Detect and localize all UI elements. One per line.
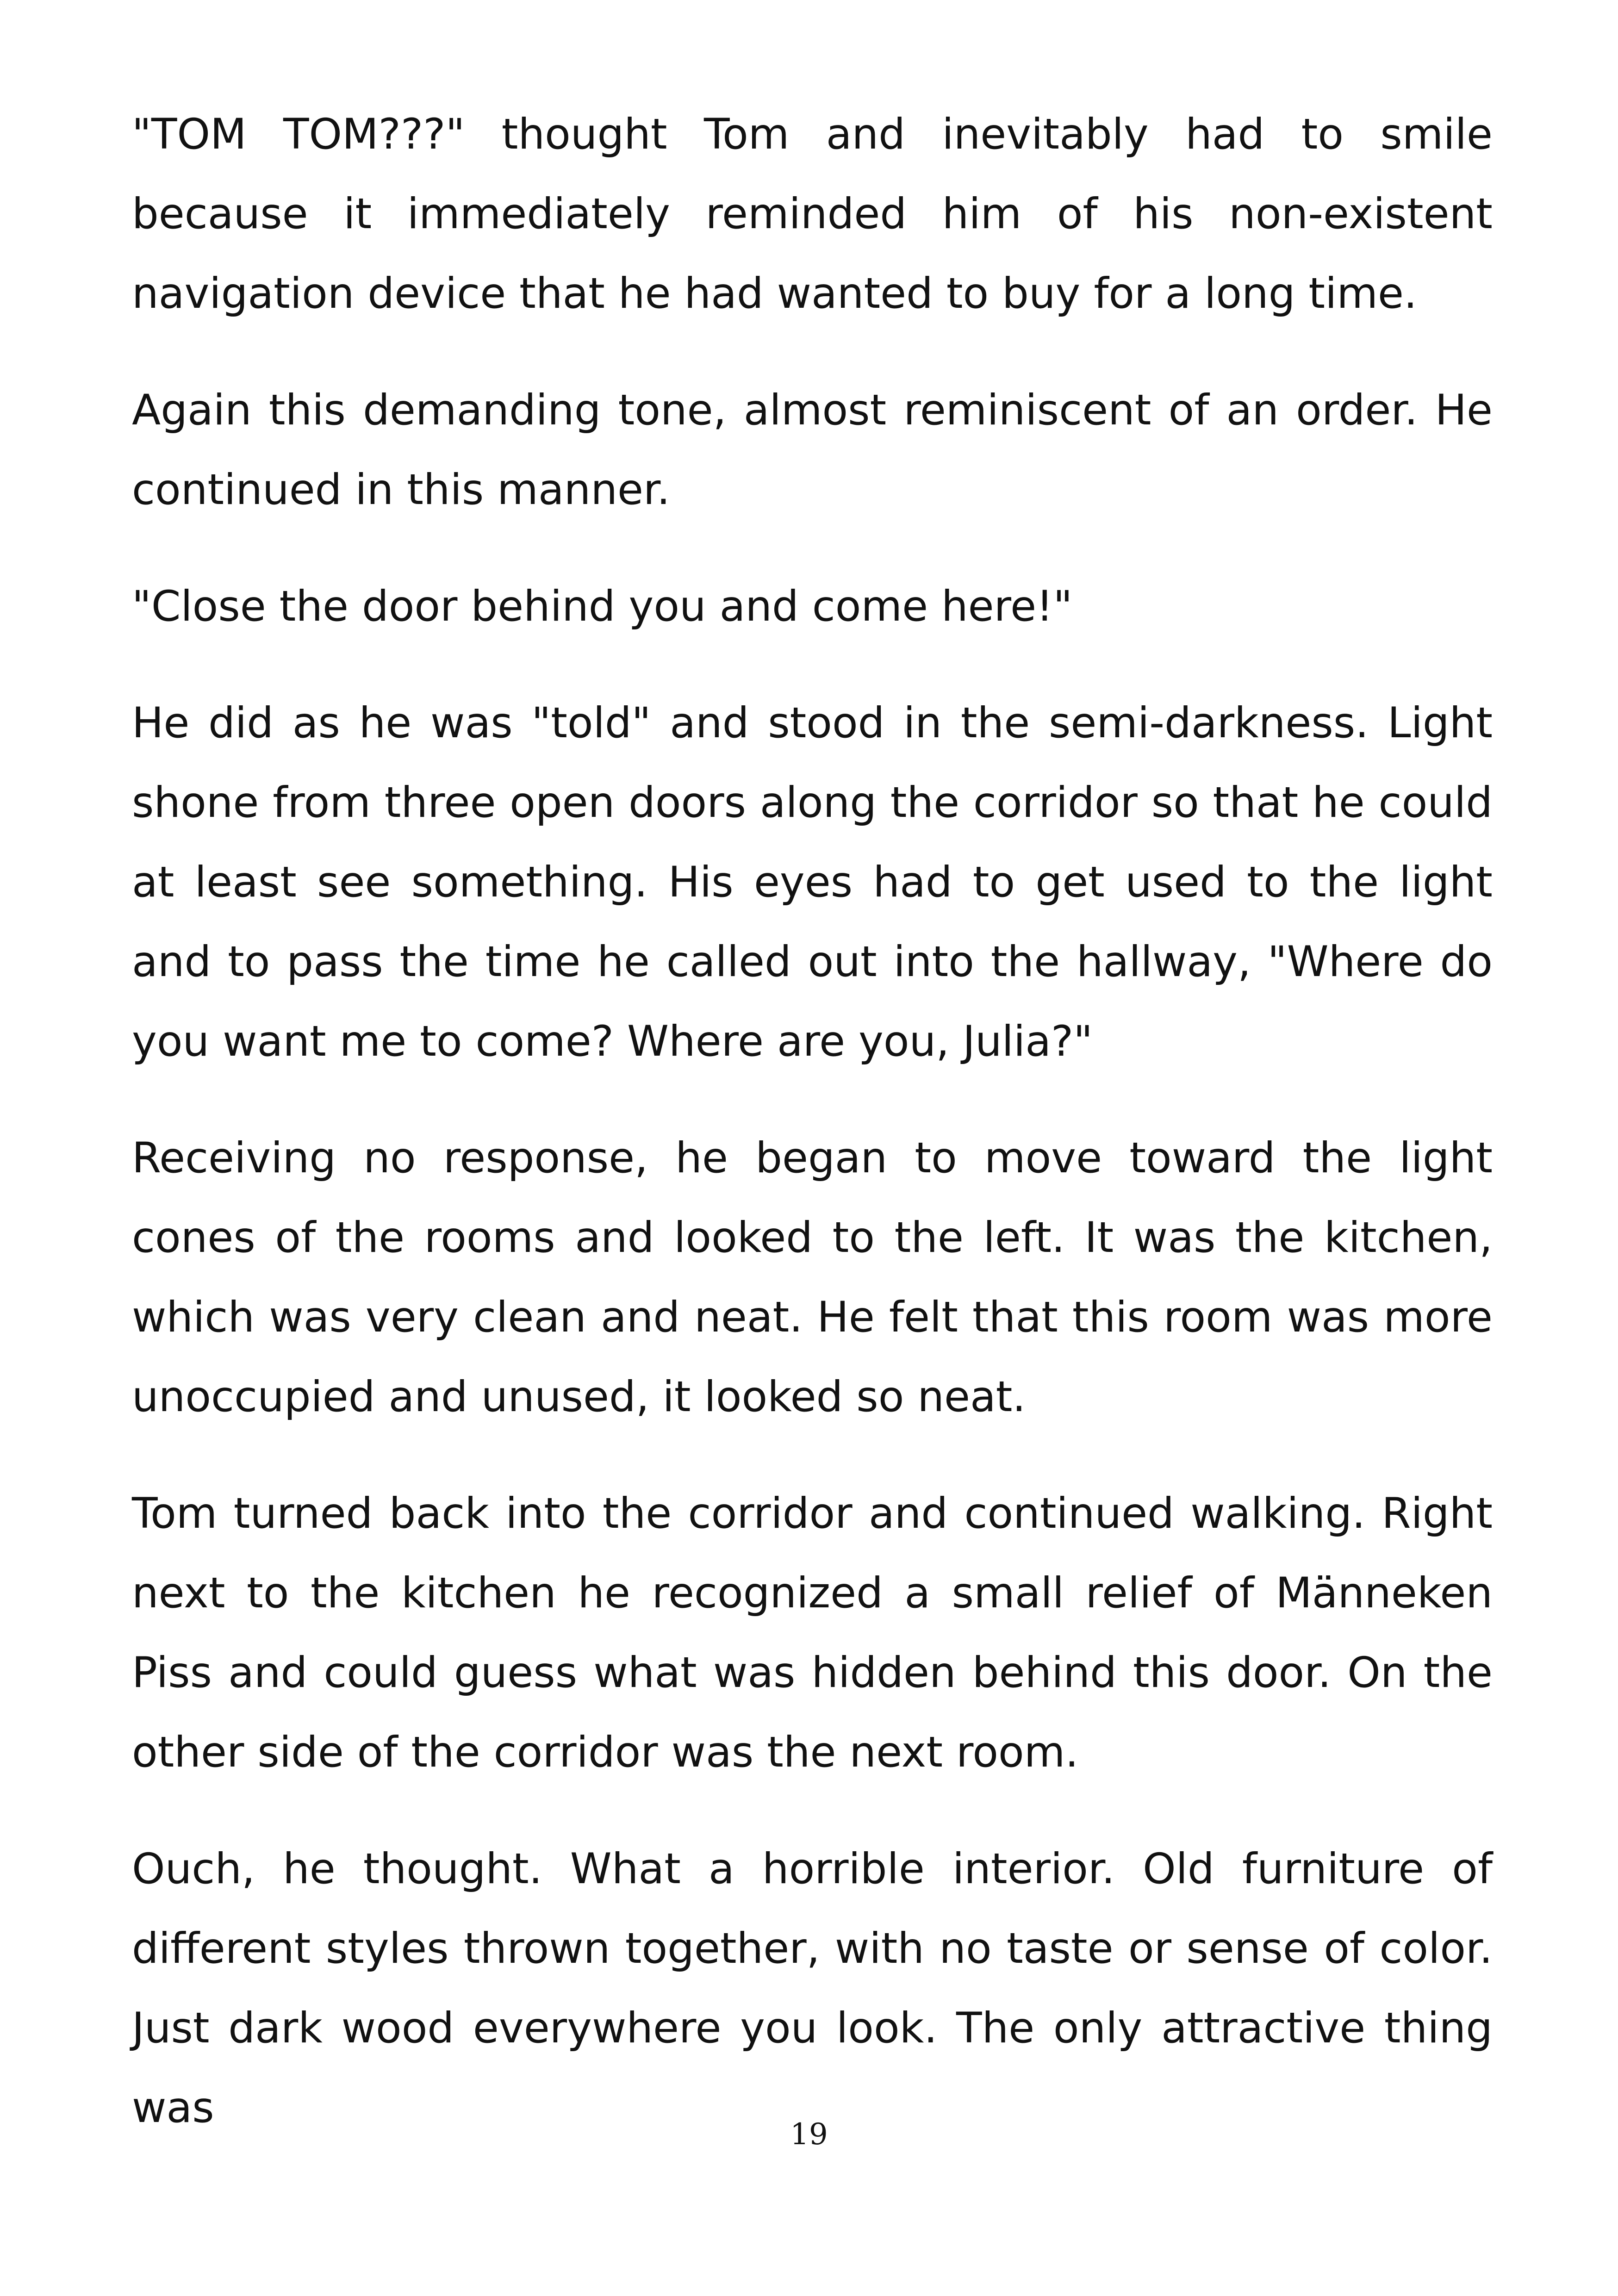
- page-number: 19: [790, 2117, 828, 2152]
- paragraph-6: Tom turned back into the corridor and continued walking. Right next to the kitchen he recognized a small relief of Männeken Piss and could guess what was hidden behind this door. On the other side of the corridor was the next room.: [132, 1489, 1493, 1777]
- paragraph-7: Ouch, he thought. What a horrible interior. Old furniture of different styles thrown together, with no taste or sense of color. Just dark wood everywhere you look. The only attractive thing was: [132, 1845, 1493, 2132]
- paragraph-2: Again this demanding tone, almost reminiscent of an order. He continued in this manner.: [132, 386, 1493, 514]
- paragraph-5: Receiving no response, he began to move toward the light cones of the rooms and looked to the left. It was the kitchen, which was very clean and neat. He felt that this room was more unoccupied and unused, it looked so neat.: [132, 1134, 1493, 1421]
- paragraph-1: "TOM TOM???" thought Tom and inevitably had to smile because it immediately reminded him of his non-existent navigation device that he had wanted to buy for a long time.: [132, 110, 1493, 318]
- body-text: [132, 95, 1493, 2185]
- paragraph-4: He did as he was "told" and stood in the semi-darkness. Light shone from three open doors along the corridor so that he could at least see something. His eyes had to get used to the light and to pass the time he called out into the hallway, "Where do you want me to come? Where are you, Julia?": [132, 699, 1493, 1066]
- paragraph-3: "Close the door behind you and come here!": [132, 582, 1073, 631]
